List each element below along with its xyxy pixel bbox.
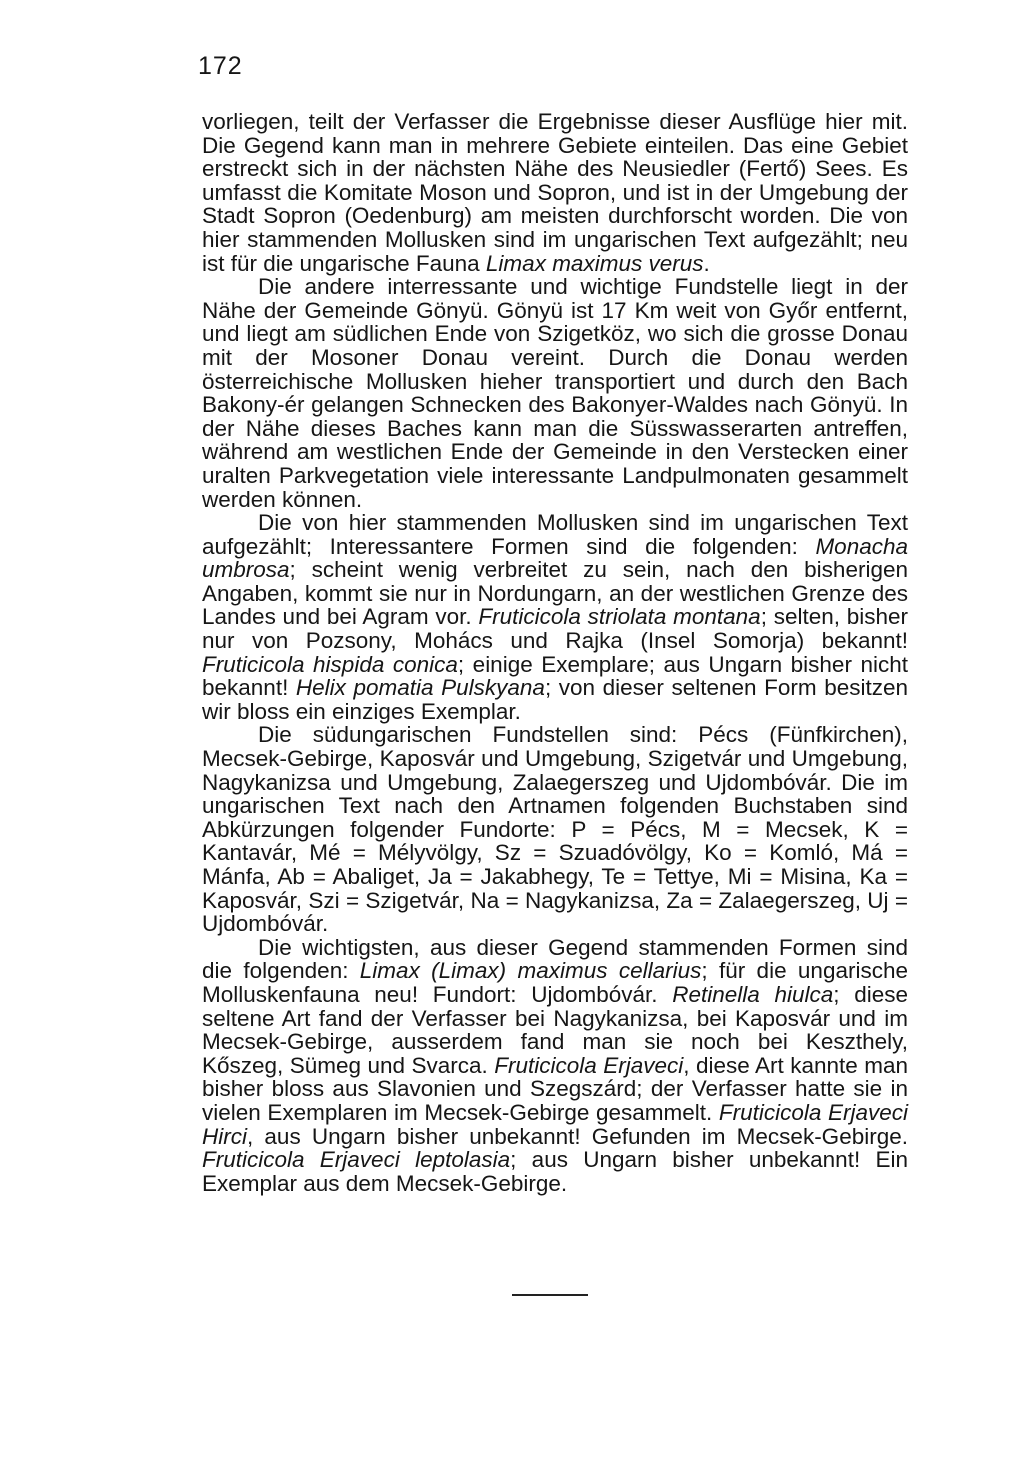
page-number: 172 bbox=[198, 52, 243, 80]
text-run: Die von hier stammenden Mollusken sind im ungarischen Text aufgezählt; Interessantere Formen sind die folgenden: bbox=[202, 510, 908, 559]
text-run: vorliegen, teilt der Verfasser die Ergebnisse dieser Ausflüge hier mit. Die Gegend kann man in mehrere Gebiete einteilen. Das eine Gebiet erstreckt sich in der nächsten Nähe des Neusiedler (Fertő) Sees. Es umfasst die Komitate Moson und Sopron, und ist in der Umgebung der Stadt Sopron (Oedenburg) am meisten durchforscht worden. Die von hier stammenden Mollusken sind im ungarischen Text aufgezählt; neu ist für die ungarische Fauna bbox=[202, 109, 908, 276]
section-end-rule bbox=[512, 1294, 588, 1296]
text-run: Die südungarischen Fundstellen sind: Pécs (Fünfkirchen), Mecsek-Gebirge, Kaposvár und Umgebung, Szigetvár und Umgebung, Nagykanizsa und Umgebung, Zalaegerszeg und Ujdombóvár. Die im ungarischen Text nach den Artnamen folgenden Buchstaben sind Abkürzungen folgender Fundorte: P = Pécs, M = Mecsek, K = Kantavár, Mé = Mélyvölgy, Sz = Szuadóvölgy, Ko = Komló, Má = Mánfa, Ab = Abaliget, Ja = Jakabhegy, Te = Tettye, Mi = Misina, Ka = Kaposvár, Szi = Szigetvár, Na = Nagykanizsa, Za = Zalaegerszeg, Uj = Ujdombóvár. bbox=[202, 722, 908, 937]
paragraph bbox=[202, 936, 908, 1196]
body-text bbox=[202, 110, 908, 1195]
species-name: Monacha umbrosa bbox=[202, 533, 908, 583]
text-run: ; von dieser seltenen Form besitzen wir bloss ein einziges Exemplar. bbox=[202, 675, 908, 724]
species-name: Limax maximus verus bbox=[485, 250, 704, 276]
paragraph bbox=[202, 110, 908, 275]
species-name: Fruticicola Erjaveci Hirci bbox=[202, 1099, 908, 1149]
text-run: . bbox=[703, 250, 710, 276]
text-run: ; selten, bisher nur von Pozsony, Mohács und Rajka (Insel Somorja) bekannt! bbox=[202, 604, 908, 654]
species-name: Fruticicola striolata montana bbox=[478, 604, 761, 630]
species-name: Helix pomatia Pulskyana bbox=[295, 675, 545, 701]
paragraph bbox=[202, 511, 908, 723]
text-run: ; diese seltene Art fand der Verfasser bei Nagykanizsa, bei Kaposvár und im Mecsek-Gebirge, ausserdem fand man sie noch bei Keszthely, Kőszeg, Sümeg und Svarca. bbox=[202, 981, 909, 1078]
paragraph bbox=[202, 275, 908, 511]
text-run: ; aus Ungarn bisher unbekannt! Ein Exemplar aus dem Mecsek-Gebirge. bbox=[202, 1147, 908, 1196]
species-name: Retinella hiulca bbox=[672, 981, 834, 1007]
species-name: Fruticicola Erjaveci leptolasia bbox=[202, 1147, 511, 1173]
text-run: Die wichtigsten, aus dieser Gegend stammenden Formen sind die folgenden: bbox=[202, 934, 908, 984]
text-run: Die andere interressante und wichtige Fundstelle liegt in der Nähe der Gemeinde Gönyü. Gönyü ist 17 Km weit von Győr entfernt, und liegt am südlichen Ende von Szigetköz, wo sich die grosse Donau mit der Mosoner Donau vereint. Durch die Donau werden österreichische Mollusken hieher transportiert und durch den Bach Bakony-ér gelangen Schnecken des Bakonyer-Waldes nach Gönyü. In der Nähe dieses Baches kann man die Süsswasserarten antreffen, während am westlichen Ende der Gemeinde in den Verstecken einer uralten Parkvegetation viele interessante Landpulmonaten gesammelt werden können. bbox=[202, 274, 908, 512]
species-name: Fruticicola Erjaveci bbox=[494, 1052, 684, 1078]
species-name: Limax (Limax) maximus cellarius bbox=[359, 958, 702, 984]
paragraph bbox=[202, 723, 908, 935]
text-run: ; einige Exemplare; aus Ungarn bisher nicht bekannt! bbox=[202, 651, 908, 701]
text-run: , aus Ungarn bisher unbekannt! Gefunden im Mecsek-Gebirge. bbox=[247, 1123, 908, 1149]
text-run: ; scheint wenig verbreitet zu sein, nach den bisherigen Angaben, kommt sie nur in Nordungarn, an der westlichen Grenze des Landes und bei Agram vor. bbox=[202, 557, 908, 630]
text-run: ; für die ungarische Molluskenfauna neu! Fundort: Ujdombóvár. bbox=[202, 958, 908, 1007]
species-name: Fruticicola hispida conica bbox=[202, 651, 458, 677]
text-run: , diese Art kannte man bisher bloss aus Slavonien und Szegszárd; der Verfasser hatte sie in vielen Exemplaren im Mecsek-Gebirge gesammelt. bbox=[202, 1052, 908, 1125]
